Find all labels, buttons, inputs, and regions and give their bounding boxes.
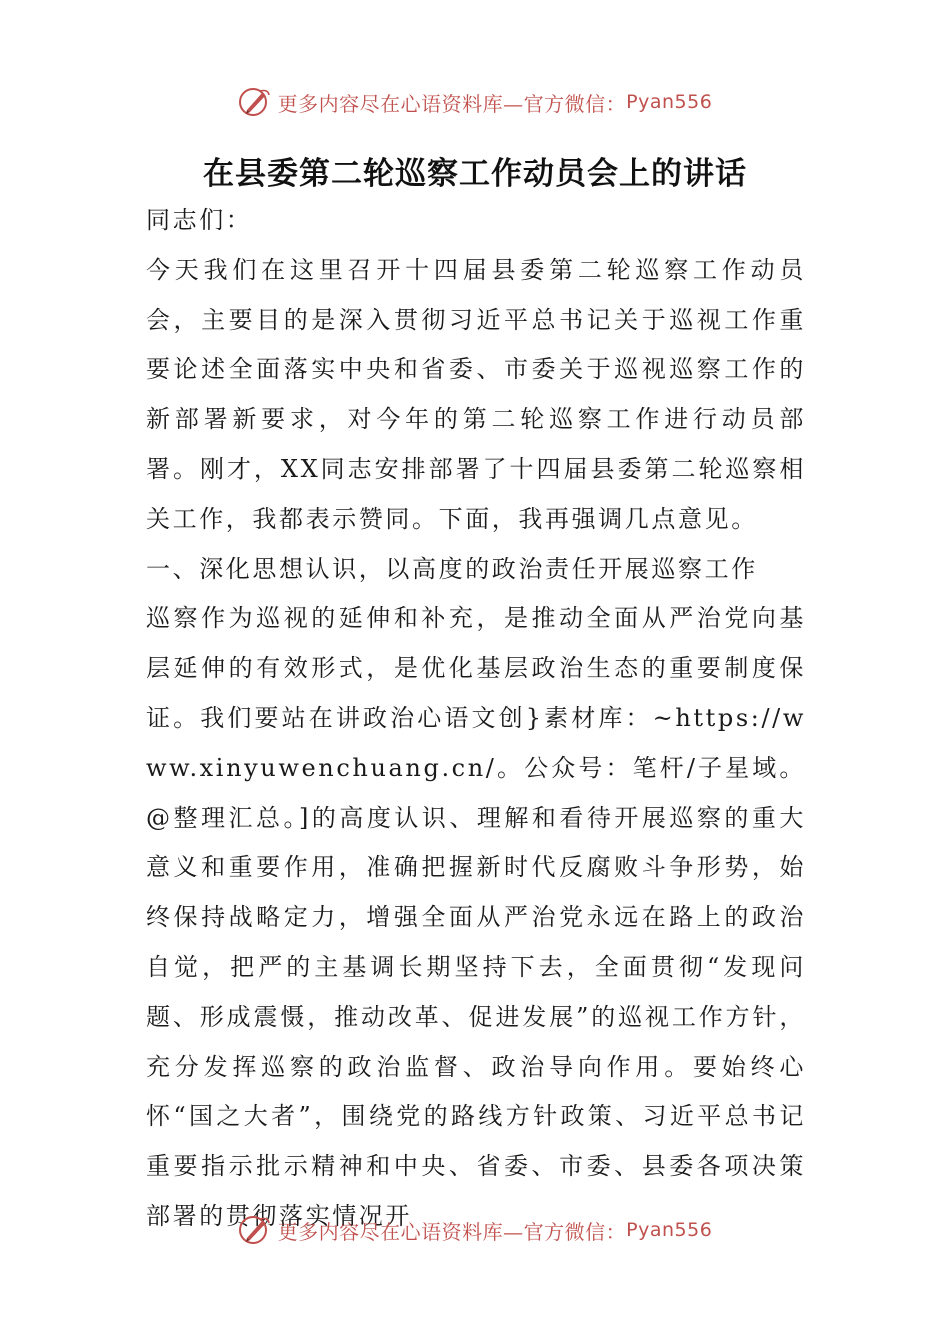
footer-banner (0, 1208, 950, 1252)
document-body (146, 196, 806, 1242)
header-banner (0, 80, 950, 124)
banner-wechat-id: Pyan556 (626, 91, 713, 113)
pen-in-circle-icon (238, 85, 272, 119)
document-title: 在县委第二轮巡察工作动员会上的讲话 (203, 156, 747, 192)
salutation: 同志们： (146, 206, 253, 234)
paragraph-intro: 今天我们在这里召开十四届县委第二轮巡察工作动员会，主要目的是深入贯彻习近平总书记关于巡视工作重要论述全面落实中央和省委、市委关于巡视巡察工作的新部署新要求，对今年的第二轮巡察工作进行动员部署。刚才，XX同志安排部署了十四届县委第二轮巡察相关工作，我都表示赞同。下面，我再强调几点意见。 (146, 255, 806, 533)
section-heading-1: 一、深化思想认识，以高度的政治责任开展巡察工作 (146, 554, 758, 583)
banner-text: 更多内容尽在心语资料库—官方微信： (277, 91, 627, 116)
banner-wechat-id: Pyan556 (626, 1219, 713, 1241)
pen-in-circle-icon (238, 1213, 272, 1247)
banner-text: 更多内容尽在心语资料库—官方微信： (277, 1219, 627, 1244)
paragraph-section-1: 巡察作为巡视的延伸和补充，是推动全面从严治党向基层延伸的有效形式，是优化基层政治生态的重要制度保证。我们要站在讲政治心语文创}素材库：~https://www.xinyuwenchuang.cn/。公众号：笔杆/子星域。@整理汇总。]的高度认识、理解和看待开展巡察的重大意义和重要作用，准确把握新时代反腐败斗争形势，始终保持战略定力，增强全面从严治党永远在路上的政治自觉，把严的主基调长期坚持下去，全面贯彻“发现问题、形成震慑，推动改革、促进发展”的巡视工作方针，充分发挥巡察的政治监督、政治导向作用。要始终心怀“国之大者”，围绕党的路线方针政策、习近平总书记重要指示批示精神和中央、省委、市委、县委各项决策部署的贯彻落实情况开 (146, 604, 806, 1230)
